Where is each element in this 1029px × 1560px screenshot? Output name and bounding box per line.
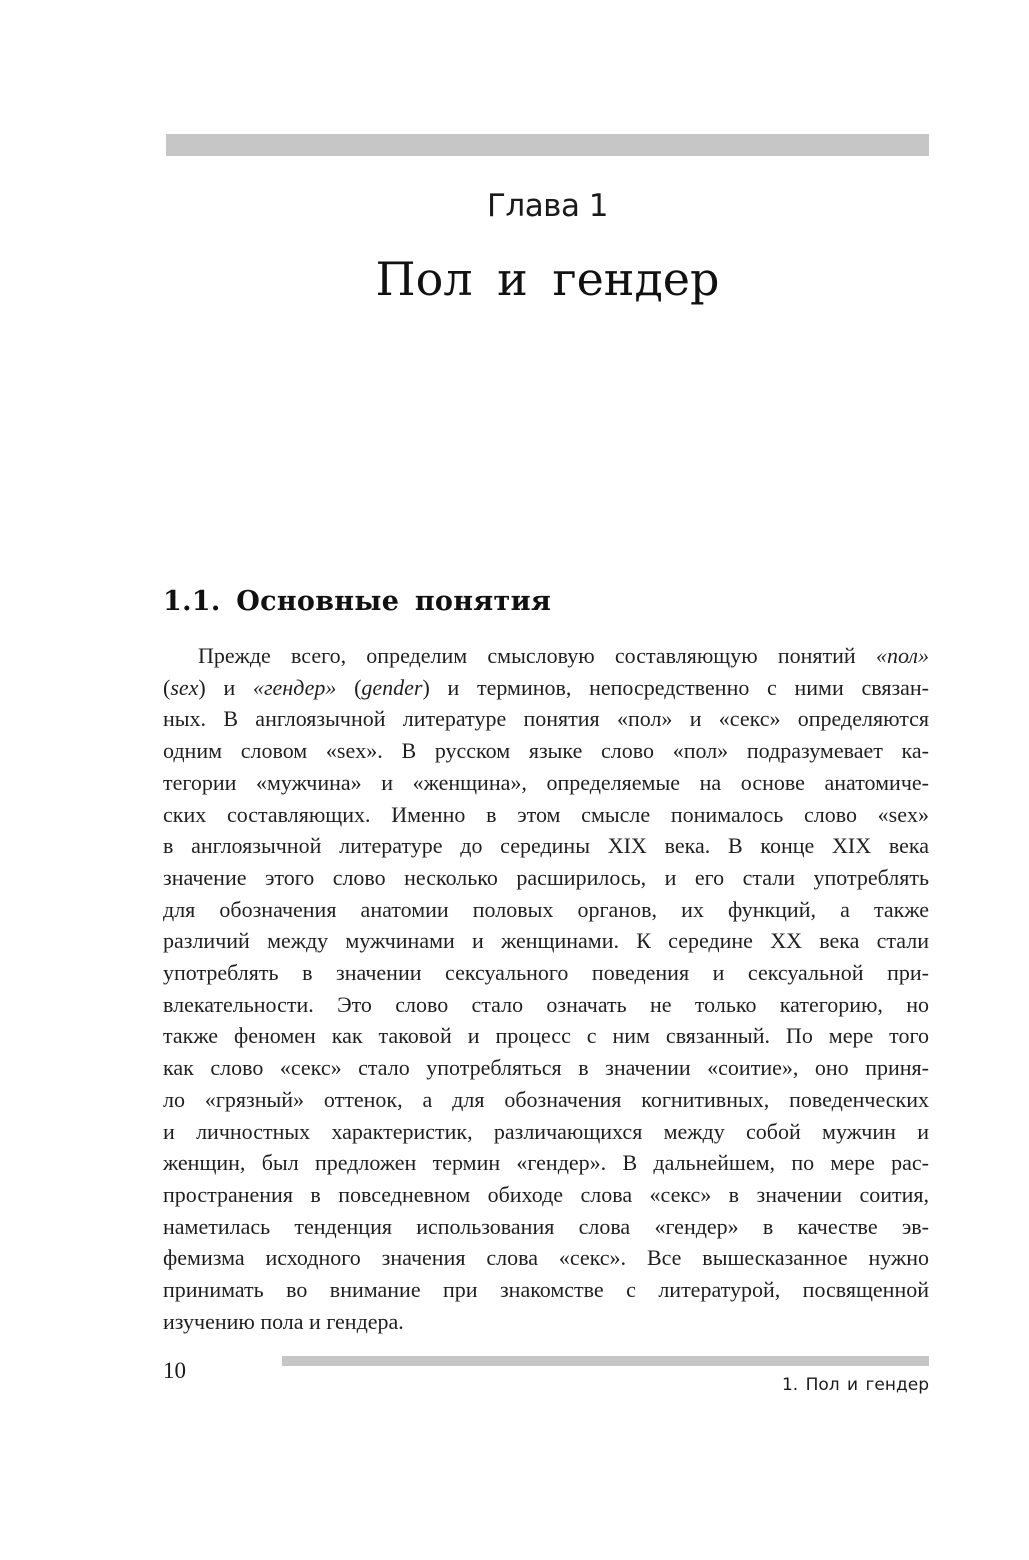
- paragraph-line: наметилась тенденция использования слова «гендер» в качестве эв-: [163, 1213, 929, 1239]
- paragraph-line: ло «грязный» оттенок, а для обозначения когнитивных, поведенческих: [163, 1086, 929, 1112]
- paragraph-line: принимать во внимание при знакомстве с литературой, посвященной: [163, 1277, 929, 1303]
- paragraph-line: значение этого слово несколько расширилось, и его стали употреблять: [163, 864, 929, 890]
- paragraph-line: как слово «секс» стало употребляться в значении «соитие», оно приня-: [163, 1055, 929, 1081]
- page-number: 10: [163, 1358, 186, 1383]
- paragraph-line: употреблять в значении сексуального поведения и сексуальной при-: [163, 960, 929, 986]
- paragraph-line: изучению пола и гендера.: [163, 1308, 404, 1334]
- paragraph-line: ских составляющих. Именно в этом смысле понималось слово «sex»: [163, 801, 929, 827]
- running-title: 1. Пол и гендер: [781, 1375, 929, 1395]
- paragraph-line: женщин, был предложен термин «гендер». В дальнейшем, по мере рас-: [163, 1150, 929, 1176]
- top-decorative-rule: [166, 134, 929, 156]
- section-heading: 1.1. Основные понятия: [163, 586, 552, 617]
- paragraph-line: ных. В англоязычной литературе понятия «пол» и «секс» определяются: [163, 706, 929, 732]
- paragraph-line: фемизма исходного значения слова «секс». Все вышесказанное нужно: [163, 1245, 929, 1271]
- paragraph-line: (sex) и «гендер» (gender) и терминов, непосредственно с ними связан-: [163, 674, 929, 700]
- body-paragraph: [163, 640, 929, 1337]
- footer-decorative-rule: [282, 1356, 929, 1366]
- chapter-title: Пол и гендер: [375, 252, 720, 306]
- paragraph-line: одним словом «sex». В русском языке слово «пол» подразумевает ка-: [163, 738, 929, 764]
- paragraph-line: Прежде всего, определим смысловую составляющую понятий «пол»: [198, 643, 929, 668]
- paragraph-line: пространения в повседневном обиходе слова «секс» в значении соития,: [163, 1181, 929, 1207]
- paragraph-line: различий между мужчинами и женщинами. К середине XX века стали: [163, 928, 929, 954]
- paragraph-line: также феномен как таковой и процесс с ним связанный. По мере того: [163, 1023, 929, 1049]
- paragraph-line: тегории «мужчина» и «женщина», определяемые на основе анатомиче-: [163, 769, 929, 795]
- chapter-label: Глава 1: [486, 188, 609, 224]
- paragraph-line: влекательности. Это слово стало означать не только категорию, но: [163, 991, 929, 1017]
- paragraph-line: в англоязычной литературе до середины XIX века. В конце XIX века: [163, 833, 929, 859]
- paragraph-line: и личностных характеристик, различающихся между собой мужчин и: [163, 1118, 929, 1144]
- paragraph-line: для обозначения анатомии половых органов, их функций, а также: [163, 896, 929, 922]
